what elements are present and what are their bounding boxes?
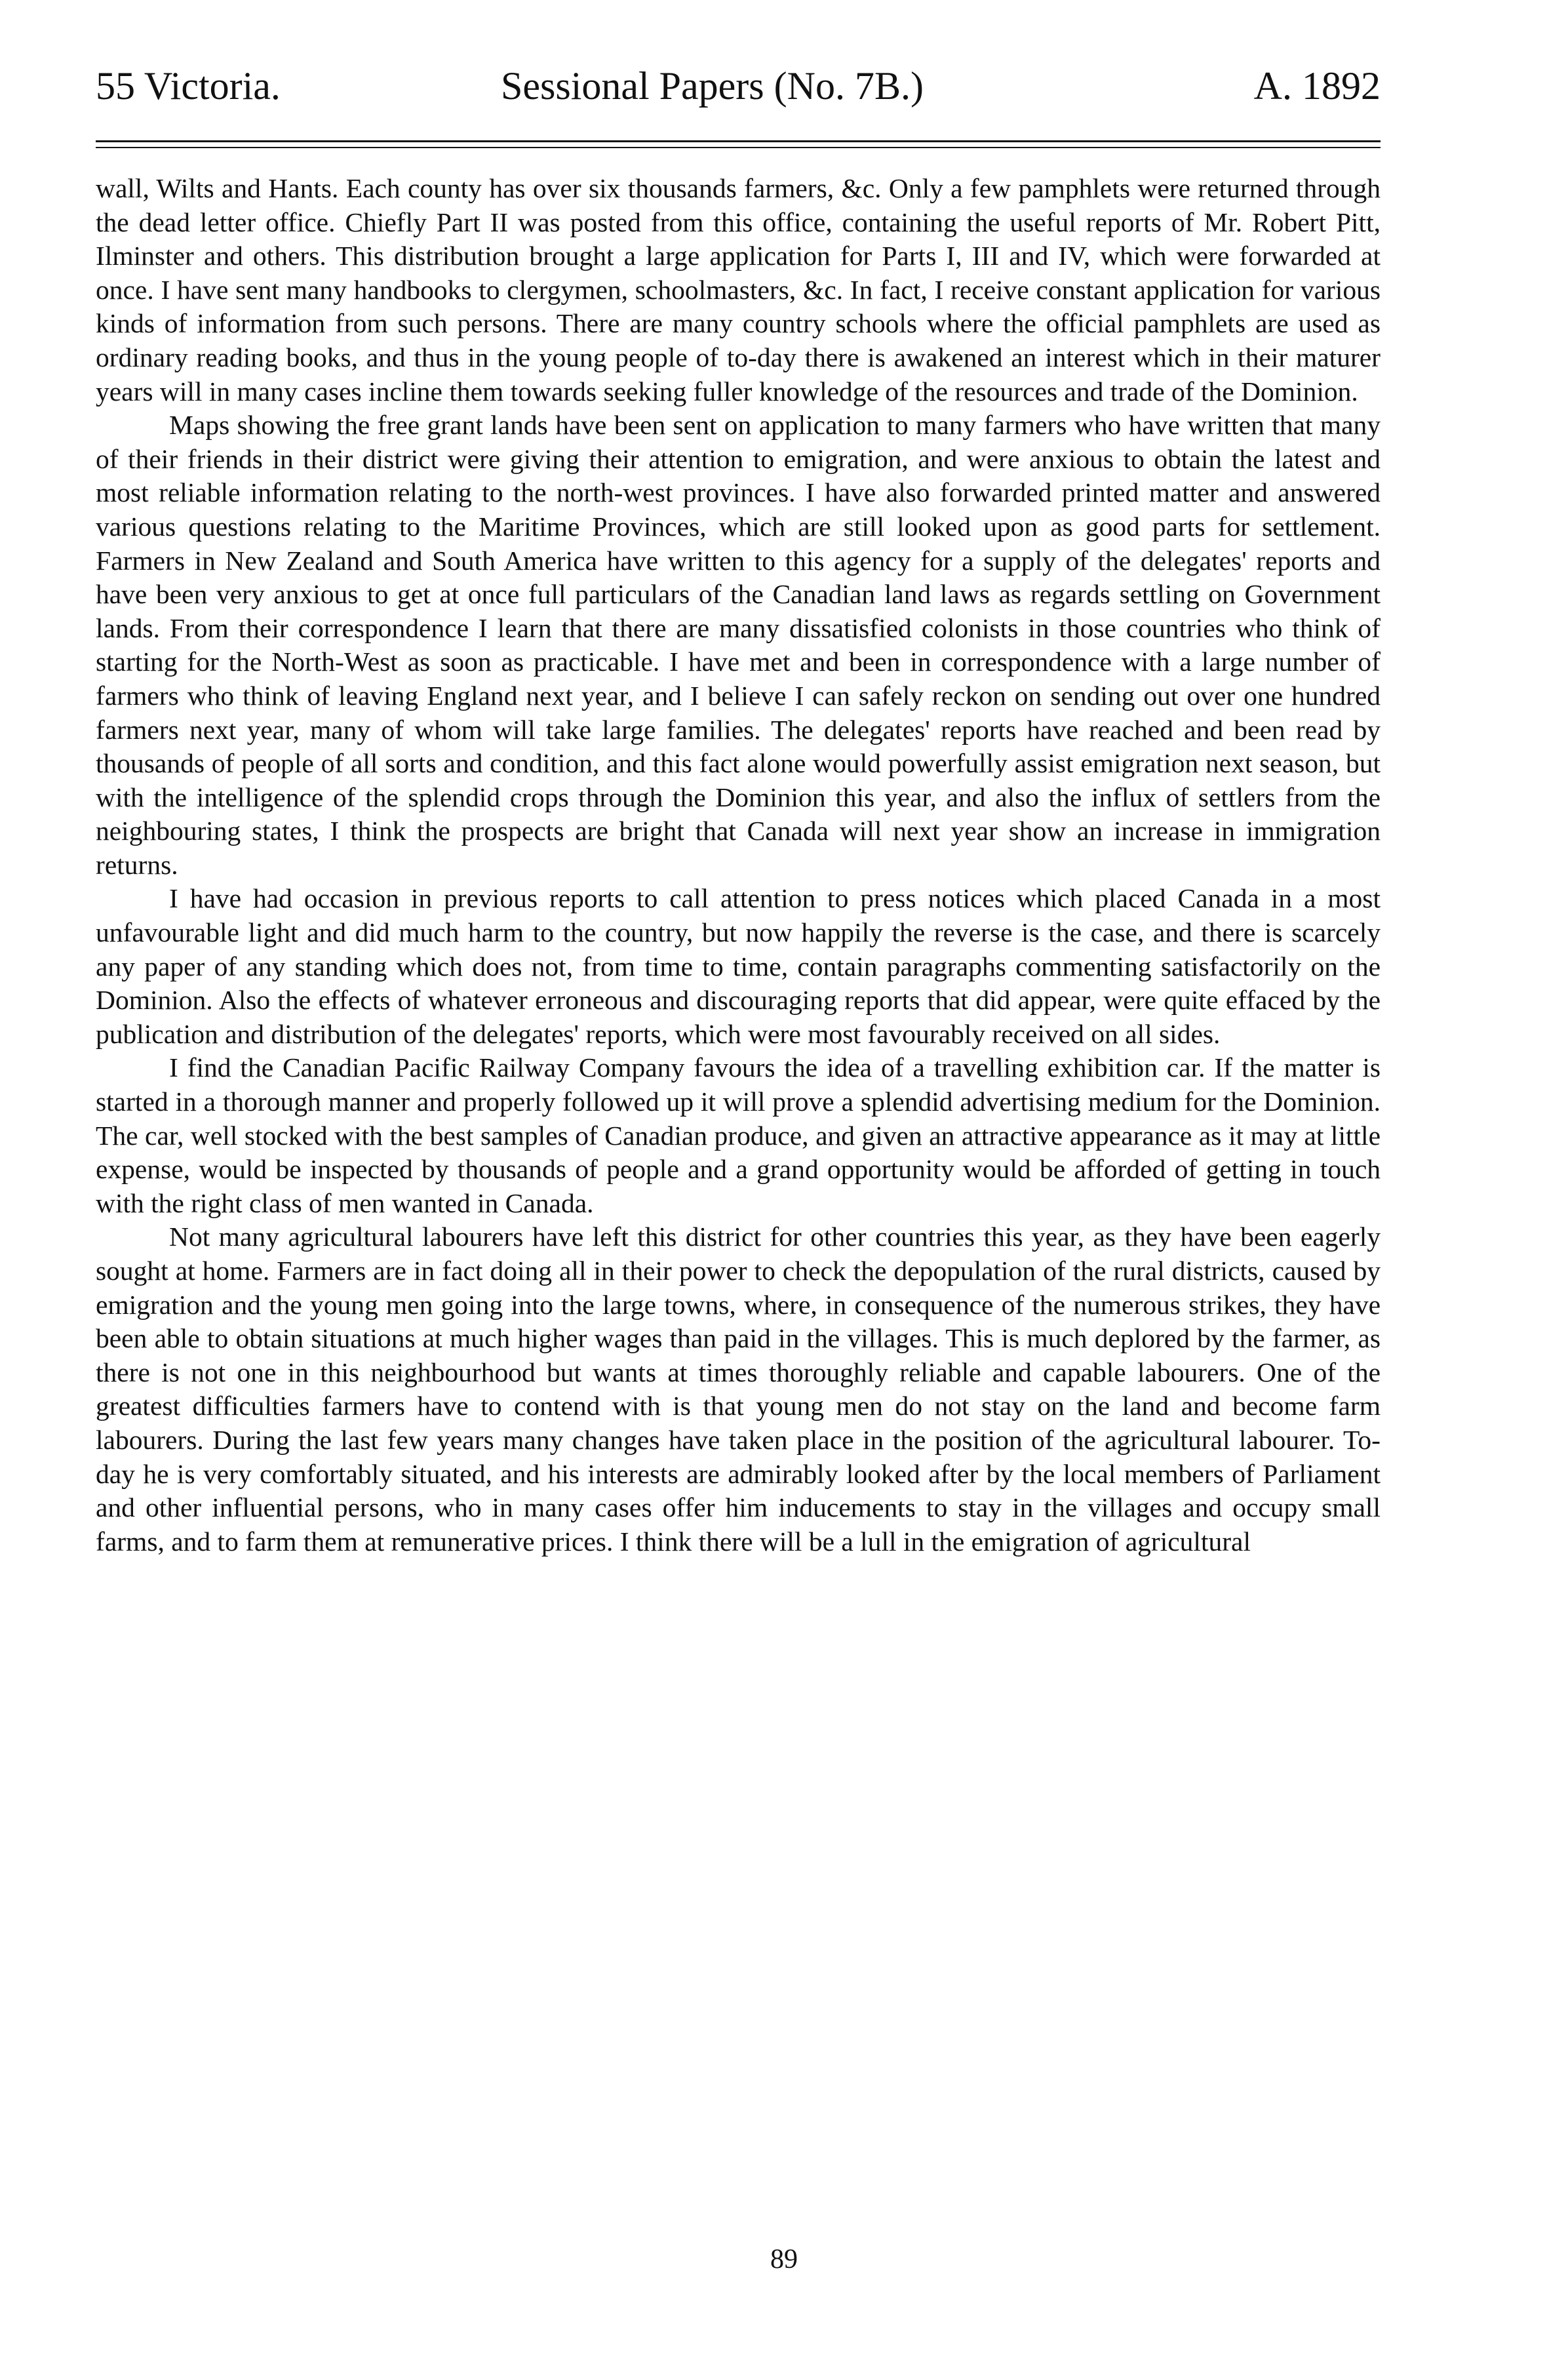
- paragraph: I have had occasion in previous reports to call attention to press notices which placed Canada in a most unfavourable light and did much harm to the country, but now happily the reverse is the case, and there is scarcely any paper of any standing which does not, from time to time, contain paragraphs commenting satisfactorily on the Dominion. Also the effects of whatever erroneous and discouraging reports that did appear, were quite effaced by the publication and distribution of the delegates' reports, which were most favourably received on all sides.: [96, 883, 1381, 1049]
- paragraph: I find the Canadian Pacific Railway Company favours the idea of a travelling exhibition car. If the matter is started in a thorough manner and properly followed up it will prove a splendid advertising medium for the Dominion. The car, well stocked with the best samples of Canadian produce, and given an attractive appearance as it may at little expense, would be inspected by thousands of people and a grand opportunity would be afforded of getting in touch with the right class of men wanted in Canada.: [96, 1052, 1381, 1218]
- header-title: Sessional Papers (No. 7B.): [501, 64, 924, 108]
- header-rule-bottom: [96, 147, 1381, 148]
- body-text: [96, 172, 1381, 1559]
- paragraph: wall, Wilts and Hants. Each county has over six thousands farmers, &c. Only a few pamphlets were returned through the dead letter office. Chiefly Part II was posted from this office, containing the useful reports of Mr. Robert Pitt, Ilminster and others. This distribution brought a large application for Parts I, III and IV, which were forwarded at once. I have sent many handbooks to clergymen, schoolmasters, &c. In fact, I receive constant application for various kinds of information from such persons. There are many country schools where the official pamphlets are used as ordinary reading books, and thus in the young people of to-day there is awakened an interest which in their maturer years will in many cases incline them towards seeking fuller knowledge of the resources and trade of the Dominion.: [96, 173, 1381, 407]
- paragraph: Maps showing the free grant lands have been sent on application to many farmers who have written that many of their friends in their district were giving their attention to emigration, and were anxious to obtain the latest and most reliable information relating to the north-west provinces. I have also forwarded printed matter and answered various questions relating to the Maritime Provinces, which are still looked upon as good parts for settlement. Farmers in New Zealand and South America have written to this agency for a supply of the delegates' reports and have been very anxious to get at once full particulars of the Canadian land laws as regards settling on Government lands. From their correspondence I learn that there are many dissatisfied colonists in those countries who think of starting for the North-West as soon as practicable. I have met and been in correspondence with a large number of farmers who think of leaving England next year, and I believe I can safely reckon on sending out over one hundred farmers next year, many of whom will take large families. The delegates' reports have reached and been read by thousands of people of all sorts and condition, and this fact alone would powerfully assist emigration next season, but with the intelligence of the splendid crops through the Dominion this year, and also the influx of settlers from the neighbouring states, I think the prospects are bright that Canada will next year show an increase in immigration returns.: [96, 410, 1381, 880]
- header-volume: 55 Victoria.: [96, 64, 281, 108]
- header-rule-top: [96, 140, 1381, 142]
- page-number: 89: [770, 2244, 798, 2274]
- paragraph: Not many agricultural labourers have left this district for other countries this year, as they have been eagerly sought at home. Farmers are in fact doing all in their power to check the depopulation of the rural districts, caused by emigration and the young men going into the large towns, where, in consequence of the numerous strikes, they have been able to obtain situations at much higher wages than paid in the villages. This is much deplored by the farmer, as there is not one in this neighbourhood but wants at times thoroughly reliable and capable labourers. One of the greatest difficulties farmers have to contend with is that young men do not stay on the land and become farm labourers. During the last few years many changes have taken place in the position of the agricultural labourer. To-day he is very comfortably situated, and his interests are admirably looked after by the local members of Parliament and other influential persons, who in many cases offer him inducements to stay in the villages and occupy small farms, and to farm them at remunerative prices. I think there will be a lull in the emigration of agricultural: [96, 1221, 1381, 1557]
- page-header: [96, 56, 1381, 115]
- header-year: A. 1892: [1253, 64, 1381, 108]
